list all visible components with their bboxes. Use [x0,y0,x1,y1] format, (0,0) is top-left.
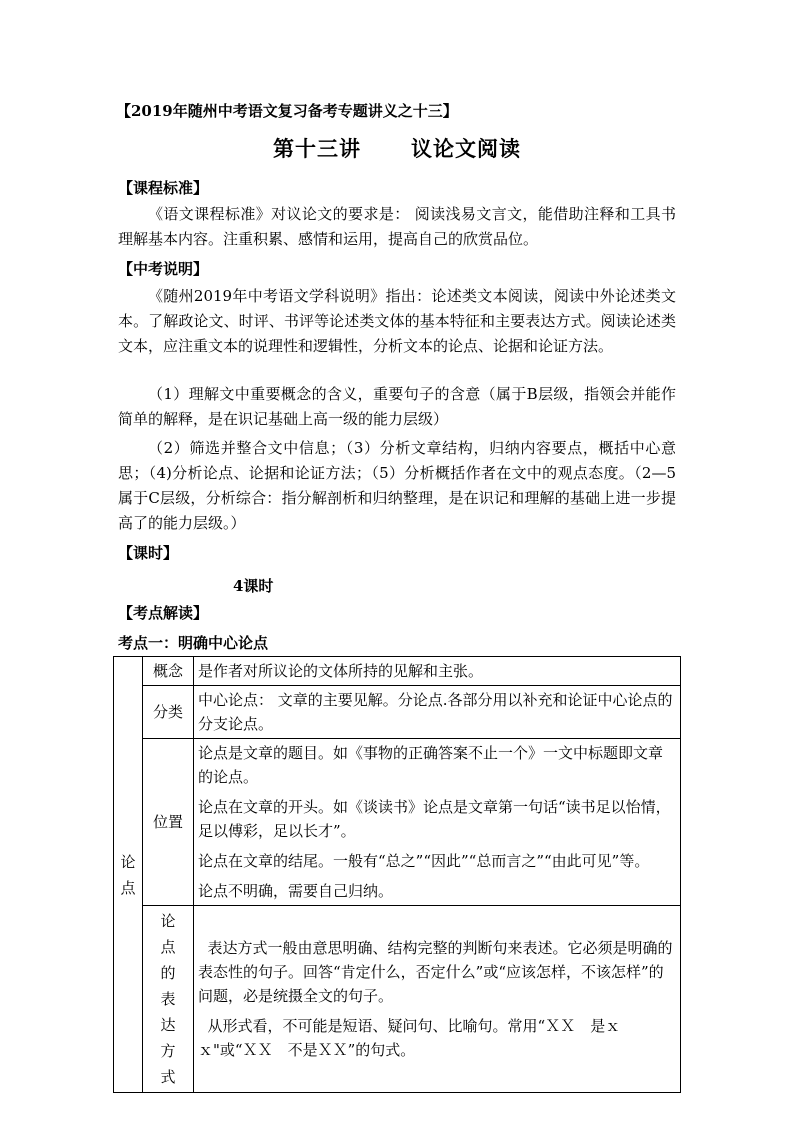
row-label: 位置 [152,813,183,831]
row-content-cell [194,906,681,1093]
lecture-title [0,133,794,163]
exam-heading: 【中考说明】 [118,260,209,278]
exam-item-1: （1）理解文中重要概念的含义，重要句子的含意（属于B层级，指领会并能作简单的解释，是在识记基础上高一级的能力层级） [118,385,676,428]
exam-item-2: （2）筛选并整合文中信息；（3）分析文章结构，归纳内容要点，概括中心意思；（4)分析论点、论据和论证方法；（5）分析概括作者在文中的观点态度。（2—5属于C层级，分析综合：指分解剖析和归纳整理，是在识记和理解的基础上进一步提高了的能力层级。） [118,439,676,532]
row-content-cell [194,686,681,739]
row-paragraph: 论点在文章的结尾。一般有“总之”“因此”“总而言之”“由此可见”等。 [198,852,650,870]
row-label: 分类 [152,703,183,721]
standard-heading: 【课程标准】 [118,179,209,197]
row-content-cell [194,657,681,686]
points-heading: 【考点解读】 [118,604,209,622]
point-1-heading: 考点一：明确中心论点 [118,634,269,652]
row-paragraph: 论点在文章的开头。如《谈读书》论点是文章第一句话“读书足以怡情，足以傅彩，足以长才”。 [198,798,671,840]
table-row [114,686,681,739]
table-row [114,739,681,906]
row-paragraph: 论点不明确，需要自己归纳。 [198,882,394,900]
row-paragraph: 论点是文章的题目。如《事物的正确答案不止一个》一文中标题即文章的论点。 [198,744,664,786]
hours-value: 4课时 [233,577,274,595]
row-label-cell [143,739,194,906]
row-paragraph: 表达方式一般由意思明确、结构完整的判断句来表述。它必须是明确的表态性的句子。回答“肯定什么，否定什么”或“应该怎样，不该怎样”的问题，必是统摄全文的句子。 [198,939,673,1005]
group-label: 论点 [120,852,136,897]
row-paragraph: 中心论点： 文章的主要见解。分论点.各部分用以补充和论证中心论点的分支论点。 [198,691,673,733]
row-label-cell [143,906,194,1093]
row-content-cell [194,739,681,906]
argument-points-table [113,656,681,1093]
row-label-cell [143,657,194,686]
standard-text: 《语文课程标准》对议论文的要求是： 阅读浅易文言文，能借助注释和工具书理解基本内容。注重积累、感情和运用，提高自己的欣赏品位。 [118,205,676,248]
row-label-cell [143,686,194,739]
row-paragraph: 从形式看，不可能是短语、疑问句、比喻句。常用“ＸＸ 是ｘｘ"或“ＸＸ 不是ＸＸ”的句式。 [198,1017,621,1059]
row-label: 概念 [152,662,183,680]
lecture-number: 第十三讲 [273,136,361,161]
lecture-topic: 议论文阅读 [411,136,521,161]
table-row [114,906,681,1093]
group-label-cell [114,657,143,1093]
row-paragraph: 是作者对所议论的文体所持的见解和主张。 [198,662,484,680]
row-label: 论点的表达方式 [160,912,176,1086]
hours-heading: 【课时】 [118,544,179,562]
exam-text: 《随州2019年中考语文学科说明》指出：论述类文本阅读，阅读中外论述类文本。了解政论文、时评、书评等论述类文体的基本特征和主要表达方式。阅读论述类文本，应注重文本的说理性和逻辑性，分析文本的论点、论据和论证方法。 [118,287,676,355]
document-header: 【2019年随州中考语文复习备考专题讲义之十三】 [116,102,458,120]
table-row [114,657,681,686]
